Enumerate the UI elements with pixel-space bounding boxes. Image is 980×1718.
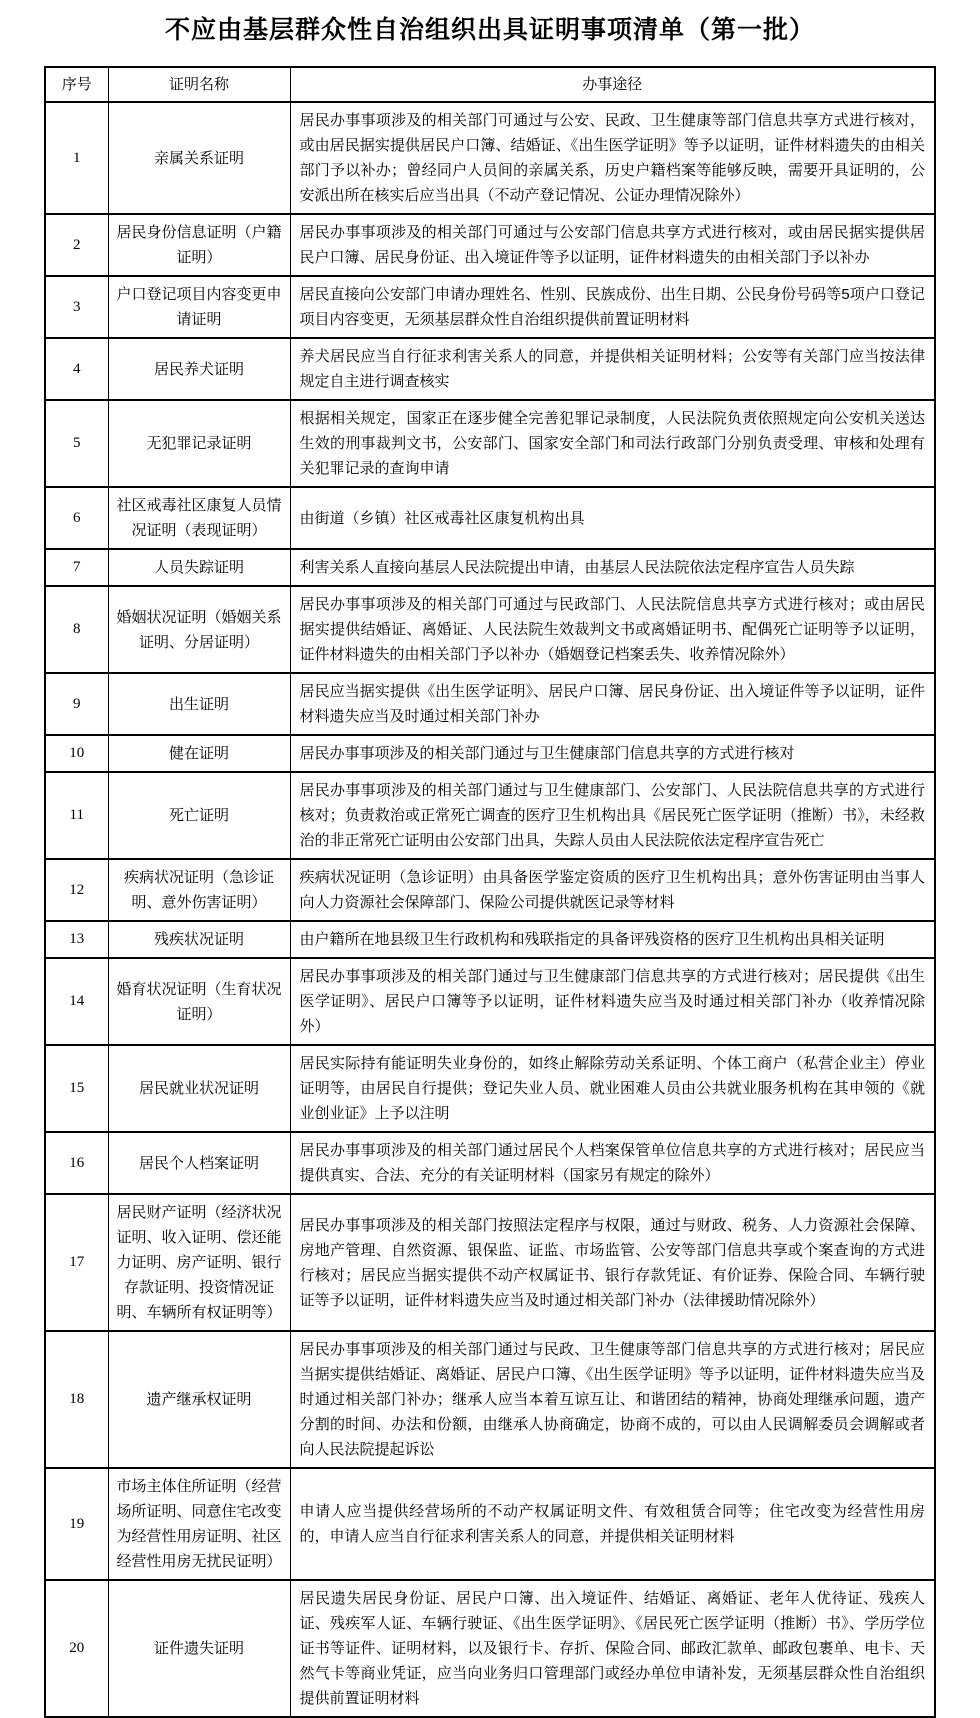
handling-channel-cell: 养犬居民应当自行征求利害关系人的同意，并提供相关证明材料；公安等有关部门应当按法律规定自主进行调查核实 <box>290 338 935 400</box>
certificate-name-cell: 出生证明 <box>108 673 290 735</box>
table-row <box>45 958 935 1045</box>
certificate-name-cell: 市场主体住所证明（经营场所证明、同意住宅改变为经营性用房证明、社区经营性用房无扰民证明） <box>108 1468 290 1580</box>
certificate-name-cell: 社区戒毒社区康复人员情况证明（表现证明） <box>108 487 290 549</box>
serial-number-cell: 7 <box>45 549 108 586</box>
handling-channel-cell: 居民实际持有能证明失业身份的，如终止解除劳动关系证明、个体工商户（私营企业主）停业证明等，由居民自行提供；登记失业人员、就业困难人员由公共就业服务机构在其申领的《就业创业证》上予以注明 <box>290 1045 935 1132</box>
handling-channel-cell: 疾病状况证明（急诊证明）由具备医学鉴定资质的医疗卫生机构出具；意外伤害证明由当事人向人力资源社会保障部门、保险公司提供就医记录等材料 <box>290 859 935 921</box>
serial-number-cell: 16 <box>45 1132 108 1194</box>
table-row <box>45 735 935 772</box>
header-handling-channel: 办事途径 <box>290 67 935 102</box>
table-row <box>45 400 935 487</box>
certificate-name-cell: 居民个人档案证明 <box>108 1132 290 1194</box>
serial-number-cell: 15 <box>45 1045 108 1132</box>
table-row <box>45 921 935 958</box>
handling-channel-cell: 居民应当据实提供《出生医学证明》、居民户口簿、居民身份证、出入境证件等予以证明，证件材料遗失应当及时通过相关部门补办 <box>290 673 935 735</box>
handling-channel-cell: 居民办事事项涉及的相关部门通过与卫生健康部门、公安部门、人民法院信息共享的方式进行核对；负责救治或正常死亡调查的医疗卫生机构出具《居民死亡医学证明（推断）书》，未经救治的非正常死亡证明由公安部门出具，失踪人员由人民法院依法定程序宣告死亡 <box>290 772 935 859</box>
certificate-name-cell: 死亡证明 <box>108 772 290 859</box>
serial-number-cell: 19 <box>45 1468 108 1580</box>
handling-channel-cell: 居民办事事项涉及的相关部门通过与民政、卫生健康等部门信息共享的方式进行核对；居民应当据实提供结婚证、离婚证、居民户口簿、《出生医学证明》等予以证明，证件材料遗失应当及时通过相关部门补办；继承人应当本着互谅互让、和谐团结的精神，协商处理继承问题，遗产分割的时间、办法和份额，由继承人协商确定，协商不成的，可以由人民调解委员会调解或者向人民法院提起诉讼 <box>290 1331 935 1468</box>
handling-channel-cell: 居民办事事项涉及的相关部门可通过与公安部门信息共享方式进行核对，或由居民据实提供居民户口簿、居民身份证、出入境证件等予以证明，证件材料遗失的由相关部门予以补办 <box>290 214 935 276</box>
certificate-name-cell: 残疾状况证明 <box>108 921 290 958</box>
header-row <box>45 67 935 102</box>
serial-number-cell: 6 <box>45 487 108 549</box>
serial-number-cell: 9 <box>45 673 108 735</box>
handling-channel-cell: 居民直接向公安部门申请办理姓名、性别、民族成份、出生日期、公民身份号码等5项户口登记项目内容变更，无须基层群众性自治组织提供前置证明材料 <box>290 276 935 338</box>
table-row <box>45 276 935 338</box>
serial-number-cell: 13 <box>45 921 108 958</box>
certificate-name-cell: 遗产继承权证明 <box>108 1331 290 1468</box>
table-row <box>45 1468 935 1580</box>
serial-number-cell: 2 <box>45 214 108 276</box>
table-row <box>45 102 935 214</box>
table-row <box>45 214 935 276</box>
handling-channel-cell: 居民办事事项涉及的相关部门通过与卫生健康部门信息共享的方式进行核对；居民提供《出生医学证明》、居民户口簿等予以证明，证件材料遗失应当及时通过相关部门补办（收养情况除外） <box>290 958 935 1045</box>
table-row <box>45 549 935 586</box>
serial-number-cell: 4 <box>45 338 108 400</box>
serial-number-cell: 20 <box>45 1580 108 1717</box>
serial-number-cell: 12 <box>45 859 108 921</box>
table-row <box>45 1580 935 1717</box>
handling-channel-cell: 由街道（乡镇）社区戒毒社区康复机构出具 <box>290 487 935 549</box>
table-row <box>45 487 935 549</box>
handling-channel-cell: 由户籍所在地县级卫生行政机构和残联指定的具备评残资格的医疗卫生机构出具相关证明 <box>290 921 935 958</box>
handling-channel-cell: 根据相关规定，国家正在逐步健全完善犯罪记录制度，人民法院负责依照规定向公安机关送达生效的刑事裁判文书，公安部门、国家安全部门和司法行政部门分别负责受理、审核和处理有关犯罪记录的查询申请 <box>290 400 935 487</box>
certificates-table <box>44 66 936 1718</box>
certificate-name-cell: 证件遗失证明 <box>108 1580 290 1717</box>
table-row <box>45 859 935 921</box>
certificate-name-cell: 亲属关系证明 <box>108 102 290 214</box>
certificate-name-cell: 健在证明 <box>108 735 290 772</box>
table-row <box>45 338 935 400</box>
handling-channel-cell: 居民办事事项涉及的相关部门可通过与民政部门、人民法院信息共享方式进行核对；或由居民据实提供结婚证、离婚证、人民法院生效裁判文书或离婚证明书、配偶死亡证明等予以证明，证件材料遗失的由相关部门予以补办（婚姻登记档案丢失、收养情况除外） <box>290 586 935 673</box>
handling-channel-cell: 居民办事事项涉及的相关部门按照法定程序与权限，通过与财政、税务、人力资源社会保障、房地产管理、自然资源、银保监、证监、市场监管、公安等部门信息共享或个案查询的方式进行核对；居民应当据实提供不动产权属证书、银行存款凭证、有价证券、保险合同、车辆行驶证等予以证明，证件材料遗失应当及时通过相关部门补办（法律援助情况除外） <box>290 1194 935 1331</box>
certificate-name-cell: 人员失踪证明 <box>108 549 290 586</box>
serial-number-cell: 8 <box>45 586 108 673</box>
serial-number-cell: 18 <box>45 1331 108 1468</box>
table-row <box>45 772 935 859</box>
handling-channel-cell: 居民办事事项涉及的相关部门通过居民个人档案保管单位信息共享的方式进行核对；居民应当提供真实、合法、充分的有关证明材料（国家另有规定的除外） <box>290 1132 935 1194</box>
certificate-name-cell: 居民财产证明（经济状况证明、收入证明、偿还能力证明、房产证明、银行存款证明、投资情况证明、车辆所有权证明等） <box>108 1194 290 1331</box>
table-row <box>45 1194 935 1331</box>
certificate-name-cell: 无犯罪记录证明 <box>108 400 290 487</box>
table-row <box>45 673 935 735</box>
table-row <box>45 1132 935 1194</box>
certificate-name-cell: 居民就业状况证明 <box>108 1045 290 1132</box>
table-header <box>45 67 935 102</box>
table-row <box>45 586 935 673</box>
header-serial-number: 序号 <box>45 67 108 102</box>
table-row <box>45 1331 935 1468</box>
handling-channel-cell: 申请人应当提供经营场所的不动产权属证明文件、有效租赁合同等；住宅改变为经营性用房的，申请人应当自行征求利害关系人的同意，并提供相关证明材料 <box>290 1468 935 1580</box>
certificate-name-cell: 居民身份信息证明（户籍证明） <box>108 214 290 276</box>
certificate-name-cell: 居民养犬证明 <box>108 338 290 400</box>
certificate-name-cell: 疾病状况证明（急诊证明、意外伤害证明） <box>108 859 290 921</box>
table-body <box>45 102 935 1717</box>
serial-number-cell: 11 <box>45 772 108 859</box>
certificate-name-cell: 婚育状况证明（生育状况证明） <box>108 958 290 1045</box>
header-certificate-name: 证明名称 <box>108 67 290 102</box>
handling-channel-cell: 利害关系人直接向基层人民法院提出申请，由基层人民法院依法定程序宣告人员失踪 <box>290 549 935 586</box>
handling-channel-cell: 居民遗失居民身份证、居民户口簿、出入境证件、结婚证、离婚证、老年人优待证、残疾人证、残疾军人证、车辆行驶证、《出生医学证明》、《居民死亡医学证明（推断）书》、学历学位证书等证件、证明材料，以及银行卡、存折、保险合同、邮政汇款单、邮政包裹单、电卡、天然气卡等商业凭证，应当向业务归口管理部门或经办单位申请补发，无须基层群众性自治组织提供前置证明材料 <box>290 1580 935 1717</box>
serial-number-cell: 5 <box>45 400 108 487</box>
serial-number-cell: 17 <box>45 1194 108 1331</box>
handling-channel-cell: 居民办事事项涉及的相关部门可通过与公安、民政、卫生健康等部门信息共享方式进行核对，或由居民据实提供居民户口簿、结婚证、《出生医学证明》等予以证明，证件材料遗失的由相关部门予以补办；曾经同户人员间的亲属关系，历史户籍档案等能够反映，需要开具证明的，公安派出所在核实后应当出具（不动产登记情况、公证办理情况除外） <box>290 102 935 214</box>
page-title: 不应由基层群众性自治组织出具证明事项清单（第一批） <box>164 16 815 44</box>
certificate-name-cell: 户口登记项目内容变更申请证明 <box>108 276 290 338</box>
serial-number-cell: 14 <box>45 958 108 1045</box>
serial-number-cell: 10 <box>45 735 108 772</box>
serial-number-cell: 1 <box>45 102 108 214</box>
table-row <box>45 1045 935 1132</box>
serial-number-cell: 3 <box>45 276 108 338</box>
certificate-name-cell: 婚姻状况证明（婚姻关系证明、分居证明） <box>108 586 290 673</box>
handling-channel-cell: 居民办事事项涉及的相关部门通过与卫生健康部门信息共享的方式进行核对 <box>290 735 935 772</box>
